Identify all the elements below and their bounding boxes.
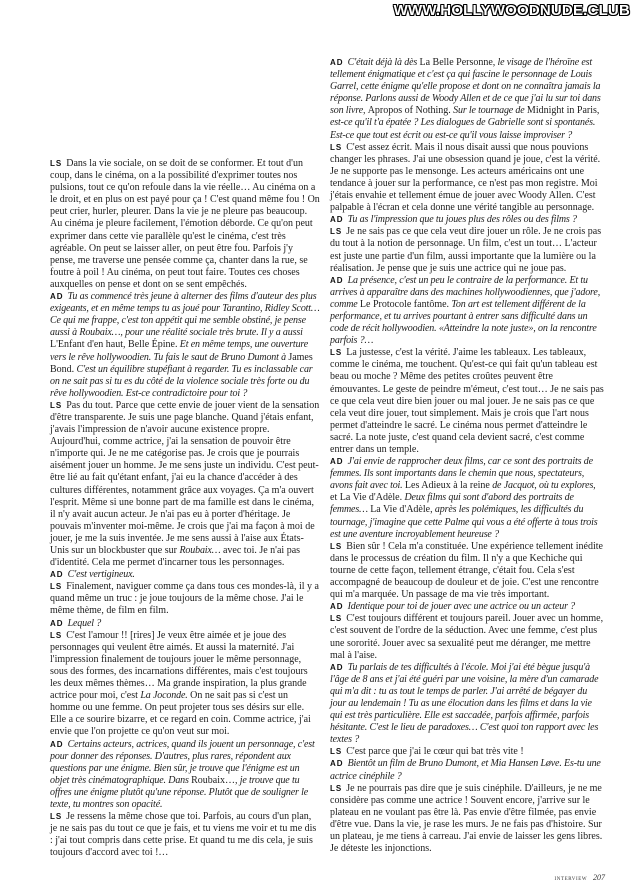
answer-paragraph bbox=[50, 400, 320, 569]
speaker-tag: LS bbox=[330, 348, 343, 358]
text-segment: La Belle Personne bbox=[419, 57, 493, 68]
question-paragraph bbox=[330, 275, 605, 348]
answer-paragraph bbox=[50, 630, 320, 739]
text-segment: Et en même temps, une ouverture vers le rêve hollywoodien. Tu fais le saut de Bruno Dumont à bbox=[50, 339, 309, 363]
text-segment: Ton art est tellement différent de la performance, et tu arrives pourtant à entrer sans difficulté dans un code de récit hollywoodien. «Atteindre la note juste», on la rencontre parfois ?… bbox=[330, 298, 597, 347]
text-segment: C'est un équilibre stupéfiant à regarder. Tu es inclassable car on ne sait pas si tu es du côté de la violence sociale très forte ou du rêve hollywoodien. Est-ce contradictoire pour toi ? bbox=[50, 363, 313, 399]
text-segment: Bientôt un film de Bruno Dumont, et Mia Hansen Løve. Es-tu une actrice cinéphile ? bbox=[330, 758, 601, 782]
speaker-tag: AD bbox=[50, 739, 64, 749]
answer-paragraph bbox=[330, 613, 605, 661]
text-segment: après les polémiques, les difficultés du tournage, j'imagine que cette Palme qui vous a été offerte à tous trois est une aventure incroyablement heureuse ? bbox=[330, 504, 598, 540]
text-segment: C'est parce que j'ai le cœur qui bat très vite ! bbox=[346, 746, 524, 758]
text-segment: La présence, c'est un peu le contraire de la performance. Et tu arrives à apparaître dans des machines hollywoodiennes, que j'adore, comme bbox=[330, 274, 601, 310]
speaker-tag: LS bbox=[330, 783, 343, 793]
text-segment: Certains acteurs, actrices, quand ils jouent un personnage, c'est pour donner des réponses. D'autres, plus rares, répondent aux questions par une énigme. Bien sûr, je trouve que l'énigme est un objet très cinématographique. Dans bbox=[50, 738, 315, 786]
question-paragraph bbox=[50, 569, 320, 581]
speaker-tag: LS bbox=[330, 747, 343, 757]
text-segment: La justesse, c'est la vérité. J'aime les tableaux. Les tableaux, comme le cinéma, me touchent. Qu'est-ce qui fait qu'un tableau est beau ou moche ? Même des petites croûtes peuvent être émouvantes. Le geste de peindre m'émeut, c'est tout… Je ne sais pas ce que cela veut dire bien jouer ou mal jouer. Je ne sais pas ce que cela veut dire jouer, tout simplement. Mais je crois que l'art nous permet d'atteindre le sacré. Le cinéma nous permet d'atteindre le sacré. La note juste, c'est quand cela devient sacré, c'est comme entrer dans un temple. bbox=[330, 347, 604, 455]
speaker-tag: AD bbox=[50, 570, 64, 580]
text-column-left bbox=[50, 158, 320, 859]
text-segment: J'ai envie de rapprocher deux films, car ce sont des portraits de femmes. Ils sont importants dans le chemin que nous, spectateurs, avons fait avec toi. bbox=[330, 456, 593, 492]
speaker-tag: AD bbox=[330, 58, 344, 67]
answer-paragraph bbox=[330, 226, 605, 274]
text-segment: L'Enfant d'en haut, Belle Épine. bbox=[50, 339, 178, 351]
speaker-tag: AD bbox=[330, 457, 344, 467]
text-segment: Roubaix… bbox=[179, 545, 221, 556]
answer-paragraph bbox=[330, 347, 605, 456]
text-segment: Tu as l'impression que tu joues plus des rôles ou des films ? bbox=[347, 214, 577, 226]
text-segment: Deux films qui sont d'abord des portraits de femmes… bbox=[330, 492, 574, 516]
speaker-tag: LS bbox=[330, 227, 343, 237]
speaker-tag: AD bbox=[330, 759, 344, 769]
text-segment: , le visage de l'héroïne est tellement énigmatique et c'est ça qui fascine le personnage de Louis Garrel, cette énigme qu'elle propose et dont on ne connaîtra jamais la réponse. Parlons aussi de Woody Allen et de ce que j'ai lu sur toi dans son livre, bbox=[330, 57, 601, 117]
text-segment: C'est vertigineux. bbox=[67, 569, 135, 581]
text-segment: de Jacquot, où tu explores, bbox=[489, 480, 596, 492]
text-segment: Finalement, naviguer comme ça dans tous ces mondes-là, il y a quand même un truc : je joue toujours de la même chose. J'ai le même thème, de film en film. bbox=[50, 581, 319, 617]
speaker-tag: LS bbox=[50, 159, 63, 168]
speaker-tag: AD bbox=[50, 292, 64, 302]
text-segment: Pas du tout. Parce que cette envie de jouer vient de la sensation d'être transparente. Je suis une page blanche. Quand j'étais enfant, j'avais l'impression de n'avoir aucune existence propre. Aujourd'hui, comme actrice, j'ai la sensation de pouvoir être n'importe qui. Je ne me catégorise pas. Je crois que je pourrais aisément jouer un homme. Je me sens juste un individu. C'est peut-être lié au fait qu'étant enfant, j'ai eu la chance d'accéder à des cultures différentes, notamment grâce aux voyages. Ça m'a ouvert l'esprit. Même si une bonne part de ma famille est dans le cinéma, il n'y avait aucun acteur. Je n'ai pas eu à porter d'héritage. Je pouvais m'inventer moi-même. Je crois que j'ai ma façon à moi de jouer, je me la suis inventée. Je me sens aussi à l'aise aux États-Unis sur un blockbuster que sur bbox=[50, 399, 320, 556]
text-segment: C'est assez écrit. Mais il nous disait aussi que nous pouvions changer les phrases. J'ai une obsession quand je joue, c'est la vérité. Je ne supporte pas le mensonge. Les acteurs américains ont une tendance à jouer sur la performance, ce n'est pas mon registre. Moi j'étais envahie et tellement émue de jouer avec Woody Allen. C'est palpable à l'écran et cela donne une vérité tangible au personnage. bbox=[330, 141, 601, 214]
speaker-tag: AD bbox=[50, 618, 64, 628]
speaker-tag: LS bbox=[330, 142, 343, 152]
answer-paragraph bbox=[330, 142, 605, 215]
answer-paragraph bbox=[330, 746, 605, 758]
answer-paragraph bbox=[50, 581, 320, 617]
text-segment: C'est l'amour !! [rires] Je veux être aimée et je joue des personnages qui veulent être aimés. Et aussi la maternité. J'ai l'impression finalement de toujours jouer le même personnage, sous des formes, des incarnations différentes, mais c'est toujours les deux mêmes thèmes… Ma grande inspiration, la plus grande actrice pour moi, c'est bbox=[50, 629, 308, 702]
speaker-tag: LS bbox=[50, 582, 63, 592]
question-paragraph bbox=[330, 214, 605, 226]
text-segment: Dans la vie sociale, on se doit de se conformer. Et tout d'un coup, dans le cinéma, on a la possibilité d'exprimer toutes nos pulsions, tout ce qu'on refoule dans la vie réelle… Au cinéma on a le droit, et en plus on est payé pour ça ! C'est quand même fou ! On peut crier, hurler, pleurer. Dans la vie je ne pleure pas beaucoup. Au cinéma je pleure facilement, l'émotion déborde. Ce qu'on peut exprimer dans cette vie parallèle qu'est le cinéma, c'est très agréable. On peut se laisser aller, on peut être fou. Parfois j'y pense, me traverse une pensée comme ça, chanter dans la rue, se foutre à poil ! Au cinéma, on peut tout faire. Toutes ces choses auxquelles on pense et dont on se sent empêchés. bbox=[50, 158, 320, 290]
text-segment: Tu as commencé très jeune à alterner des films d'auteur des plus exigeants, et en même temps tu as joué pour Tarantino, Ridley Scott… Ce qui me frappe, c'est ton appétit qui me semble obstiné, je pense aussi à Roubaix…, pour une réalité sociale très brute. Il y a aussi bbox=[50, 291, 320, 339]
text-segment: Midnight in Paris, bbox=[526, 105, 600, 117]
question-paragraph bbox=[330, 601, 605, 613]
speaker-tag: LS bbox=[50, 812, 63, 822]
text-segment: Je ressens la même chose que toi. Parfois, au cours d'un plan, je ne sais pas du tout ce que je fais, et tu viens me voir et tu me dis : j'ai tout compris dans cette prise. Et quand tu me dis cela, je suis toujours d'accord avec toi !… bbox=[50, 811, 317, 859]
text-segment: Le Protocole fantôme. bbox=[359, 298, 450, 310]
text-segment: , je trouve que tu offres une énigme plutôt qu'une réponse. Plutôt que de souligner le texte, tu montres son opacité. bbox=[50, 774, 309, 810]
answer-paragraph bbox=[50, 811, 320, 859]
magazine-name: interview bbox=[554, 874, 588, 883]
speaker-tag: LS bbox=[330, 614, 343, 624]
speaker-tag: AD bbox=[330, 662, 344, 672]
text-segment: C'était déjà là dès bbox=[347, 57, 420, 68]
question-paragraph bbox=[50, 291, 320, 400]
text-segment: Tu parlais de tes difficultés à l'école. Moi j'ai été bègue jusqu'à l'âge de 8 ans et j'ai été guéri par une voisine, la mère d'un camarade qui m'a dit : tu as tout le temps de parler. J'ai arrêté de bégayer du jour au lendemain ! Tu as une élocution dans les films et dans la vie qui est très particulière. Elle est saccadée, parfois affirmée, parfois hésitante. C'est le lieu de paradoxes… C'est quoi ton rapport avec les textes ? bbox=[330, 661, 599, 746]
text-segment: et La Vie d'Adèle. bbox=[330, 492, 403, 504]
answer-paragraph bbox=[330, 783, 605, 856]
speaker-tag: AD bbox=[330, 602, 344, 612]
speaker-tag: LS bbox=[330, 541, 343, 551]
question-paragraph bbox=[330, 456, 605, 541]
speaker-tag: LS bbox=[50, 400, 63, 410]
text-segment: James Bond. bbox=[50, 351, 313, 375]
speaker-tag: AD bbox=[330, 215, 344, 225]
question-paragraph bbox=[50, 618, 320, 630]
question-paragraph bbox=[330, 57, 605, 142]
answer-paragraph bbox=[330, 541, 605, 601]
page-footer bbox=[330, 873, 605, 883]
text-segment: C'est toujours différent et toujours pareil. Jouer avec un homme, c'est souvent de l'ordre de la séduction. Avec une femme, c'est plus une sororité. Jouer avec sa sexualité peut me déranger, me mettre mal à l'aise. bbox=[330, 613, 604, 661]
text-segment: Roubaix… bbox=[191, 774, 236, 786]
question-paragraph bbox=[330, 758, 605, 782]
text-segment: Apropos of Nothing. bbox=[367, 105, 451, 117]
text-segment: La Joconde. bbox=[140, 690, 188, 702]
text-segment: On ne sait pas si c'est un homme ou une femme. On peut projeter tous ses désirs sur elle. Elle a ce sourire bizarre, et ce regard en coin. Comme actrice, j'ai envie que l'on projette ce qu'on veut sur moi. bbox=[50, 690, 311, 738]
text-segment: Les Adieux à la reine bbox=[404, 480, 490, 492]
answer-paragraph bbox=[50, 158, 320, 291]
text-segment: Identique pour toi de jouer avec une actrice ou un acteur ? bbox=[347, 601, 576, 613]
speaker-tag: AD bbox=[330, 275, 344, 285]
text-segment: Bien sûr ! Cela m'a constituée. Une expérience tellement inédite dans le processus de création du film. Il n'y a que Kechiche qui tourne de cette façon, tellement étrange, c'était fou. Cela s'est accompagné de beaucoup de douleur et de joie. C'est une rencontre qui m'a marquée. Un passage de ma vie très important. bbox=[330, 540, 603, 601]
text-segment: est-ce qu'il t'a épatée ? Les dialogues de Gabrielle sont si spontanés. Est-ce que tout est écrit ou est-ce qu'il vous laisse improviser ? bbox=[330, 117, 596, 141]
question-paragraph bbox=[330, 662, 605, 747]
page-number: 207 bbox=[593, 873, 605, 883]
text-column-right bbox=[330, 57, 605, 883]
text-segment: Je ne pourrais pas dire que je suis cinéphile. D'ailleurs, je ne me considère pas comme une actrice ! Souvent encore, j'arrive sur le plateau en ne voulant pas être là. Pas envie d'être filmée, pas envie d'être vue. Dans la vie, je rase les murs. Je ne fais pas d'histoire. Sur un plateau, je me tiens à carreau. J'ai envie de laisser les gens libres. Je déteste les injonctions. bbox=[330, 782, 603, 855]
text-segment: Sur le tournage de bbox=[450, 105, 527, 117]
watermark: WWW.HOLLYWOODNUDE.CLUB bbox=[393, 2, 630, 19]
text-segment: Lequel ? bbox=[67, 617, 102, 629]
text-segment: avec toi. Je n'ai pas d'identité. Cela me permet d'incarner tous les personnages. bbox=[50, 545, 301, 569]
text-segment: Je ne sais pas ce que cela veut dire jouer un rôle. Je ne crois pas du tout à la notion de personnage. Un film, c'est un tout… L'acteur est juste une partie d'un film, aussi importante que la lumière ou la réalisation. Je pense que je suis une actrice qui ne joue pas. bbox=[330, 226, 602, 274]
question-paragraph bbox=[50, 739, 320, 812]
speaker-tag: LS bbox=[50, 630, 63, 640]
text-segment: La Vie d'Adèle, bbox=[370, 504, 433, 516]
